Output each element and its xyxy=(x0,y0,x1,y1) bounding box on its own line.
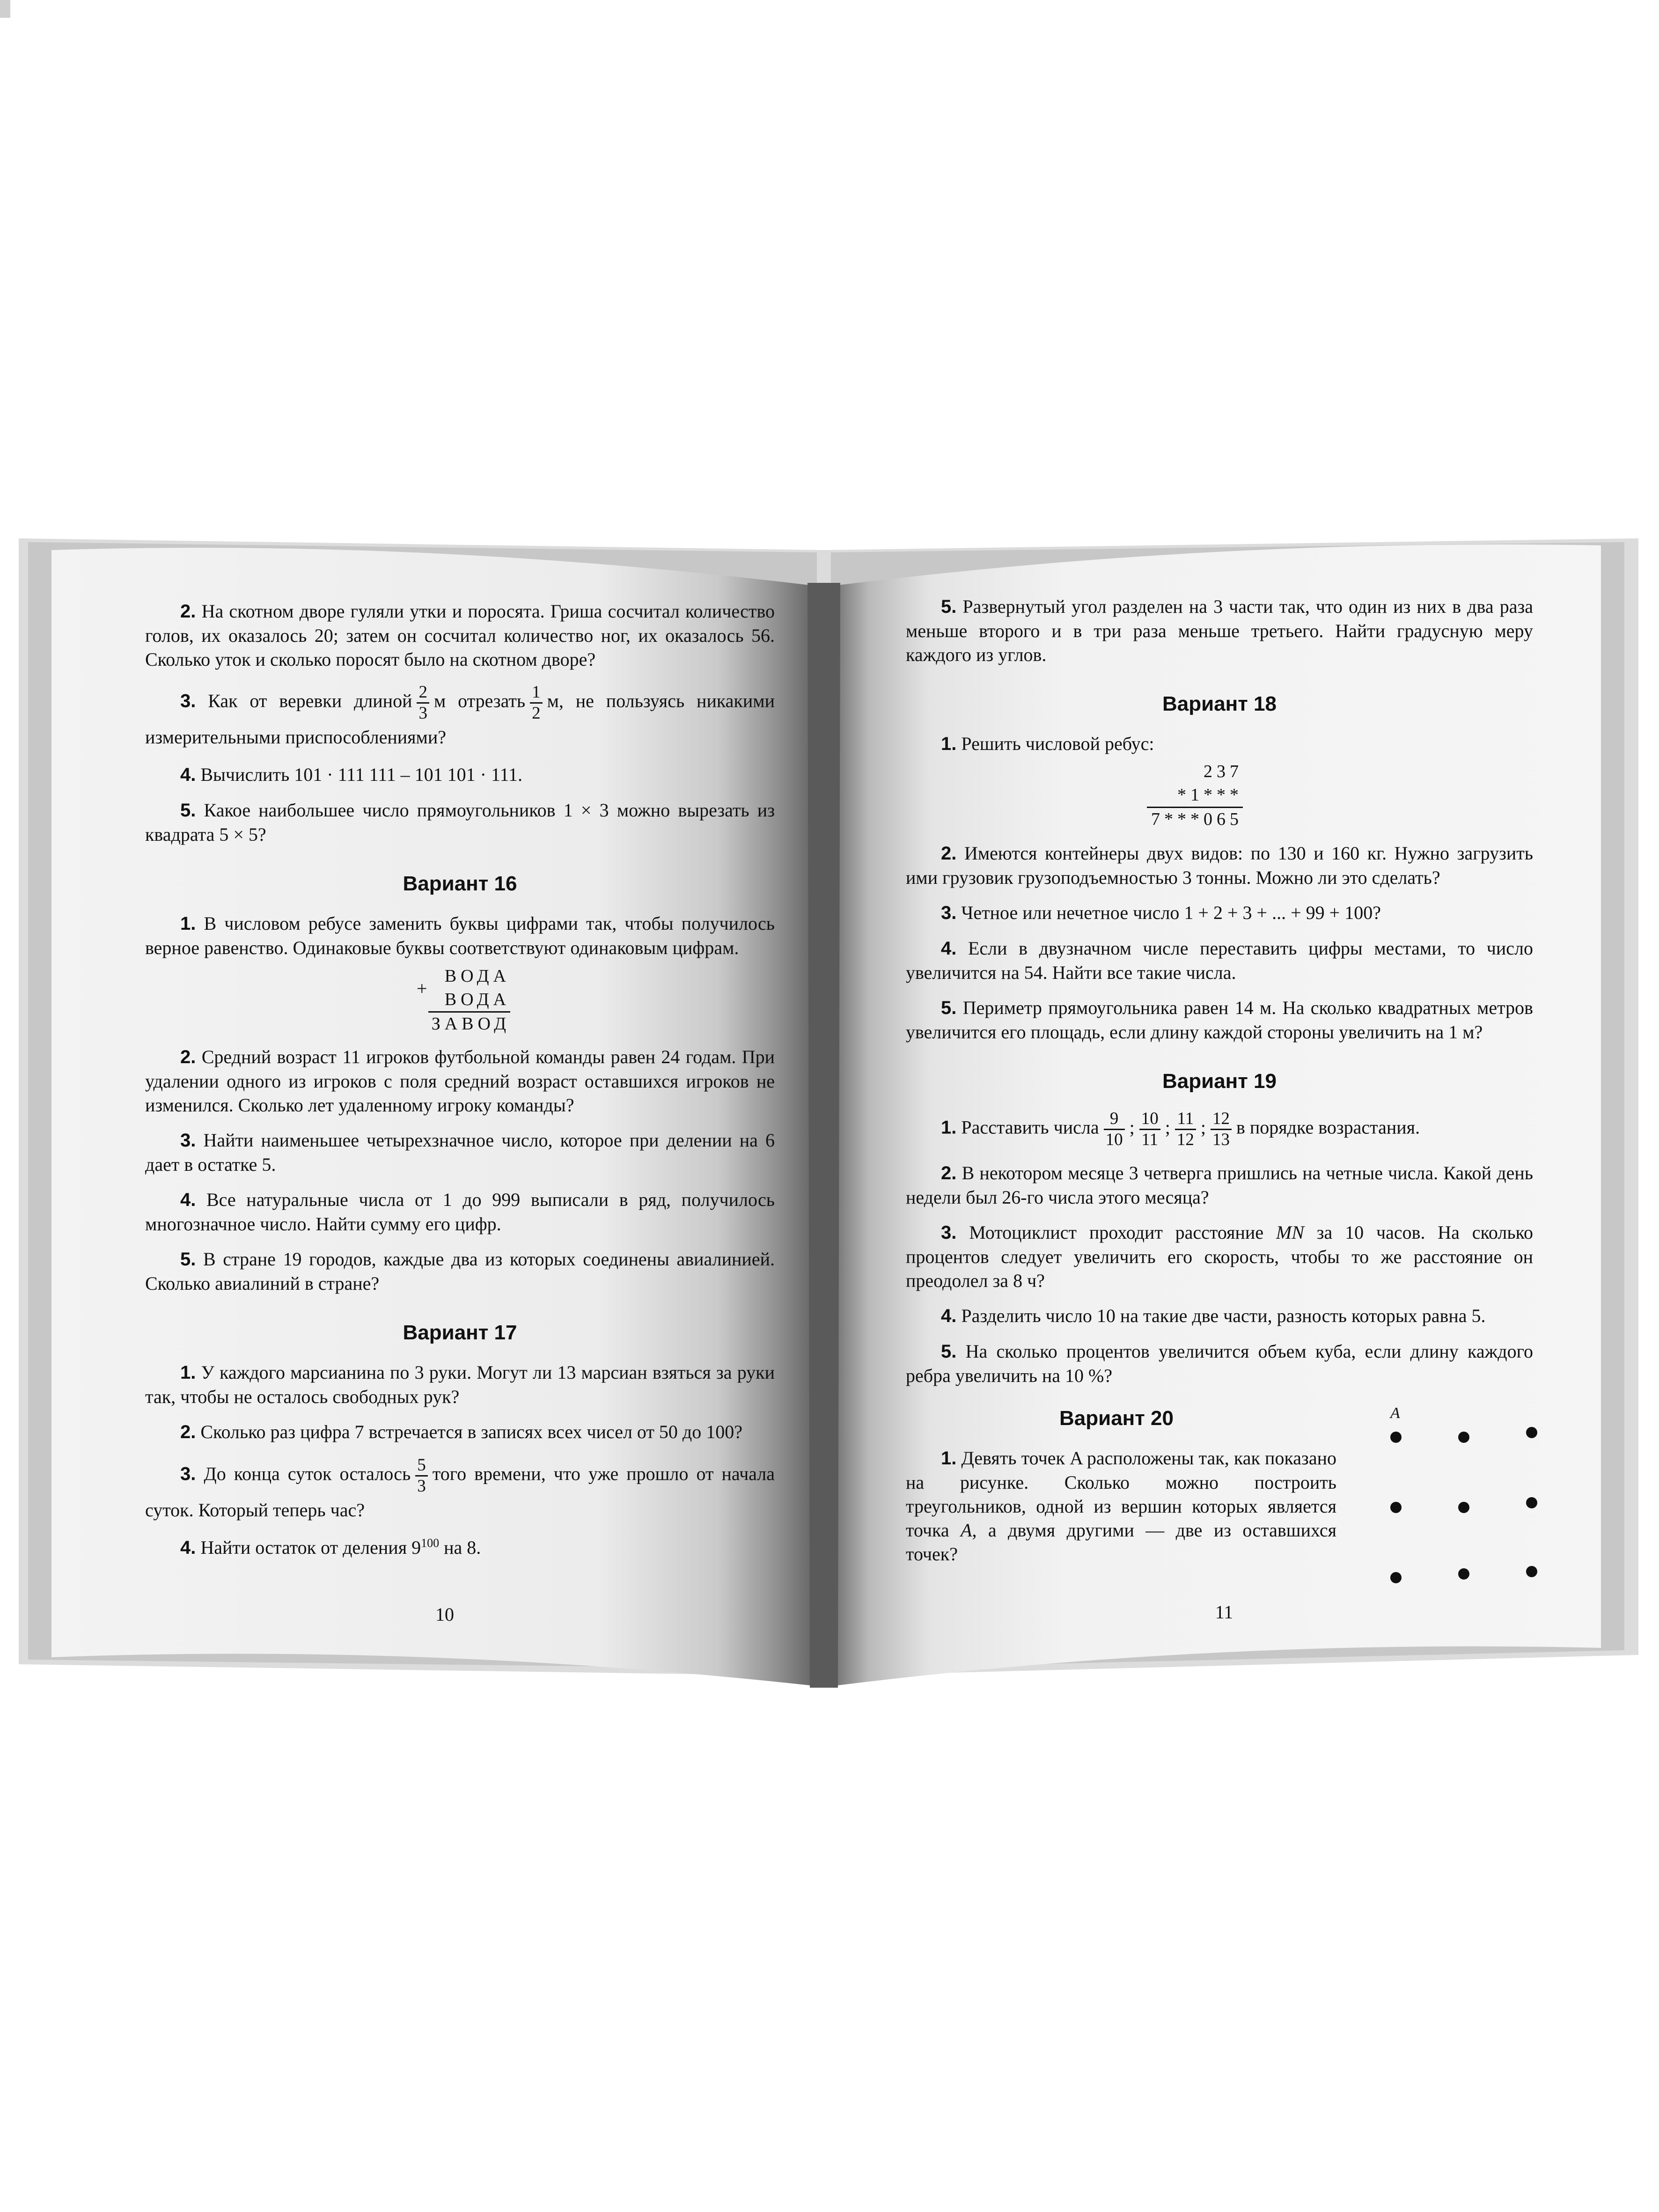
left-page-text xyxy=(145,599,775,1571)
dot xyxy=(1458,1502,1469,1513)
problem-text: Как от веревки длиной xyxy=(208,690,412,712)
problem-text: В числовом ребусе заменить буквы цифрами так, чтобы получилось верное равенство. Одинаковые буквы соответствуют одинаковым цифрам. xyxy=(145,913,775,958)
exponent: 100 xyxy=(421,1536,440,1550)
fraction xyxy=(1211,1109,1232,1150)
v18-problem-4 xyxy=(906,936,1533,985)
problem-2-herd xyxy=(145,599,775,671)
problem-number: 4. xyxy=(180,1190,196,1210)
problem-text: У каждого марсианина по 3 руки. Могут ли 13 марсиан взяться за руки так, чтобы не осталось свободных рук? xyxy=(145,1362,775,1407)
variant-20-heading: Вариант 20 xyxy=(1059,1407,1174,1430)
fraction-denominator: 3 xyxy=(417,1477,426,1496)
problem-text: В некотором месяце 3 четверга пришлись на четные числа. Какой день недели был 26-го числа этого месяца? xyxy=(906,1162,1534,1208)
v18-problem-5 xyxy=(906,996,1533,1044)
problem-text: Развернутый угол разделен на 3 части так, что один из них в два раза меньше второго и в три раза меньше третьего. Найти градусную меру каждого из углов. xyxy=(906,596,1533,665)
problem-number: 2. xyxy=(941,1163,957,1183)
problem-number: 4. xyxy=(941,1306,957,1326)
dot xyxy=(1526,1566,1537,1577)
fraction xyxy=(415,1455,428,1496)
v17-problem-1 xyxy=(145,1360,775,1409)
separator: ; xyxy=(1129,1117,1135,1138)
page-number-right: 11 xyxy=(1215,1602,1233,1623)
dot xyxy=(1390,1502,1402,1513)
number-rebus xyxy=(906,760,1243,831)
problem-text: , а двумя другими — две из оставшихся точек? xyxy=(906,1520,1336,1565)
v18-problem-3 xyxy=(906,901,1533,925)
fraction xyxy=(1139,1109,1160,1150)
problem-number: 2. xyxy=(180,1422,196,1442)
v19-problem-2 xyxy=(906,1161,1533,1209)
v18-problem-1 xyxy=(906,732,1533,756)
rebus-factor-2: *1*** xyxy=(1177,785,1243,805)
fraction-denominator: 3 xyxy=(418,704,427,723)
v19-problem-1 xyxy=(906,1109,1533,1150)
v20-problem-1 xyxy=(906,1446,1336,1566)
problem-number: 1. xyxy=(941,1448,957,1469)
problem-text: Имеются контейнеры двух видов: по 130 и 160 кг. Нужно загрузить ими грузовик грузоподъемностью 3 тонны. Можно ли это сделать? xyxy=(906,843,1533,888)
separator: ; xyxy=(1200,1117,1206,1138)
fraction-denominator: 2 xyxy=(532,704,541,723)
problem-text: Решить числовой ребус: xyxy=(961,733,1154,754)
fraction-denominator: 13 xyxy=(1212,1130,1230,1149)
v16-problem-5 xyxy=(145,1247,775,1295)
problem-number: 4. xyxy=(180,1537,196,1558)
fraction xyxy=(1104,1109,1125,1150)
separator: ; xyxy=(1165,1117,1170,1138)
problem-number: 3. xyxy=(941,903,957,923)
v18-problem-2 xyxy=(906,841,1533,889)
problem-text: того времени, что уже прошло от начала суток. Который теперь час? xyxy=(145,1463,775,1521)
dot xyxy=(1458,1568,1469,1580)
problem-text: Вычислить 101 · 111 111 – 101 101 · 111. xyxy=(200,764,523,785)
v16-problem-3 xyxy=(145,1128,775,1176)
problem-number: 1. xyxy=(180,1362,196,1383)
problem-number: 4. xyxy=(941,938,957,959)
v17-problem-2 xyxy=(145,1420,775,1444)
point-variable: A xyxy=(961,1520,972,1541)
fraction-denominator: 10 xyxy=(1105,1130,1123,1149)
problem-number: 4. xyxy=(180,764,196,785)
problem-number: 5. xyxy=(941,596,957,617)
problem-3-rope xyxy=(145,683,775,751)
fraction xyxy=(417,683,429,723)
problem-text: Разделить число 10 на такие две части, разность которых равна 5. xyxy=(961,1305,1486,1326)
problem-number: 5. xyxy=(941,1341,957,1362)
v16-problem-1 xyxy=(145,911,775,960)
plus-sign: + xyxy=(417,978,427,999)
problem-text: На скотном дворе гуляли утки и поросята. Гриша сосчитал количество голов, их оказалось 20; затем он сосчитал количество ног, их оказалось 56. Сколько уток и сколько поросят было на скотном дворе? xyxy=(145,601,775,670)
problem-number: 3. xyxy=(180,1463,196,1484)
fraction-denominator: 12 xyxy=(1176,1130,1194,1149)
problem-text: на 8. xyxy=(439,1537,481,1558)
problem-number: 2. xyxy=(180,1047,196,1067)
left-page xyxy=(51,552,796,1657)
problem-text: Мотоциклист проходит расстояние xyxy=(969,1222,1264,1243)
problem-text: Найти остаток от деления 9 xyxy=(200,1537,421,1558)
variant-18-heading: Вариант 18 xyxy=(1162,692,1277,715)
problem-number: 5. xyxy=(941,998,957,1018)
rebus-product: 7***065 xyxy=(1151,809,1243,829)
variant-16-heading: Вариант 16 xyxy=(403,872,517,895)
problem-number: 1. xyxy=(941,734,957,754)
problem-text: Девять точек A расположены так, как показано на рисунке. Сколько можно построить треугольников, одной из вершин которых является точка xyxy=(906,1448,1337,1541)
problem-5-angle xyxy=(906,595,1533,667)
problem-text: за 10 часов. На сколько процентов следует увеличить его скорость, чтобы то же расстояние он преодолел за 8 ч? xyxy=(906,1222,1533,1291)
problem-number: 1. xyxy=(941,1117,957,1138)
problem-number: 3. xyxy=(180,691,196,712)
letter-rebus xyxy=(145,964,510,1035)
v19-problem-5 xyxy=(906,1339,1533,1388)
problem-number: 2. xyxy=(941,843,957,864)
v17-problem-3 xyxy=(145,1455,775,1524)
problem-5-rectangles xyxy=(145,798,775,846)
problem-text: В стране 19 городов, каждые два из которых соединены авиалинией. Сколько авиалиний в стране? xyxy=(145,1249,775,1294)
fraction-numerator: 9 xyxy=(1104,1109,1125,1130)
right-page xyxy=(836,548,1571,1648)
fraction xyxy=(1175,1109,1196,1150)
problem-text: Все натуральные числа от 1 до 999 выписали в ряд, получилось многозначное число. Найти сумму его цифр. xyxy=(145,1189,775,1235)
rebus-addend-2: ВОДА xyxy=(444,990,510,1009)
problem-text: Какое наибольшее число прямоугольников 1 × 3 можно вырезать из квадрата 5 × 5? xyxy=(145,800,775,845)
problem-number: 5. xyxy=(180,800,196,821)
v16-problem-4 xyxy=(145,1188,775,1236)
problem-text: Расставить числа xyxy=(961,1117,1099,1138)
problem-text: Периметр прямоугольника равен 14 м. На сколько квадратных метров увеличится его площадь, если длину каждой стороны увеличить на 1 м? xyxy=(906,997,1534,1043)
problem-text: Четное или нечетное число 1 + 2 + 3 + ... + 99 + 100? xyxy=(961,902,1381,923)
fraction-numerator: 5 xyxy=(415,1455,428,1477)
fraction-numerator: 11 xyxy=(1175,1109,1196,1130)
problem-4-compute xyxy=(145,763,775,787)
dot xyxy=(1390,1572,1402,1583)
dot xyxy=(1458,1432,1469,1443)
fraction-numerator: 2 xyxy=(417,683,429,704)
problem-text: Средний возраст 11 игроков футбольной команды равен 24 годам. При удалении одного из игроков с поля средний возраст оставшихся игроков не изменился. Сколько лет удаленному игроку команды? xyxy=(145,1046,775,1116)
v19-problem-3 xyxy=(906,1220,1533,1293)
rebus-sum: ЗАВОД xyxy=(431,1014,510,1034)
nine-dots-figure xyxy=(1390,1404,1559,1582)
problem-number: 2. xyxy=(180,601,196,622)
dot xyxy=(1390,1432,1402,1443)
problem-text: в порядке возрастания. xyxy=(1236,1117,1420,1138)
point-label: A xyxy=(1390,1404,1400,1422)
fraction-denominator: 11 xyxy=(1141,1130,1159,1149)
dot xyxy=(1526,1497,1537,1508)
dot xyxy=(1526,1427,1537,1438)
v19-problem-4 xyxy=(906,1304,1533,1328)
variant-19-heading: Вариант 19 xyxy=(1162,1070,1277,1093)
v16-problem-2 xyxy=(145,1045,775,1117)
rebus-addend-1: ВОДА xyxy=(444,966,510,986)
v17-problem-4 xyxy=(145,1536,775,1560)
problem-text: До конца суток осталось xyxy=(204,1463,411,1484)
problem-number: 5. xyxy=(180,1249,196,1270)
page-number-left: 10 xyxy=(435,1604,454,1625)
variant-17-heading: Вариант 17 xyxy=(403,1321,517,1344)
problem-text: м, не пользуясь никакими измерительными приспособлениями? xyxy=(145,690,775,748)
fraction-numerator: 10 xyxy=(1139,1109,1160,1130)
problem-text: Найти наименьшее четырехзначное число, которое при делении на 6 дает в остатке 5. xyxy=(145,1130,775,1175)
fraction-numerator: 1 xyxy=(530,683,543,704)
problem-text: Если в двузначном числе переставить цифры местами, то число увеличится на 54. Найти все такие числа. xyxy=(906,938,1533,983)
rebus-factor-1: 237 xyxy=(1204,762,1243,781)
problem-text: м отрезать xyxy=(433,690,526,712)
problem-text: На сколько процентов увеличится объем куба, если длину каждого ребра увеличить на 10 %? xyxy=(906,1341,1534,1386)
problem-number: 3. xyxy=(180,1130,196,1151)
problem-text: Сколько раз цифра 7 встречается в записях всех чисел от 50 до 100? xyxy=(200,1421,742,1442)
fraction-numerator: 12 xyxy=(1211,1109,1232,1130)
fraction xyxy=(530,683,543,723)
problem-number: 3. xyxy=(941,1222,957,1243)
problem-number: 1. xyxy=(180,913,196,934)
segment-variable: MN xyxy=(1276,1222,1304,1243)
